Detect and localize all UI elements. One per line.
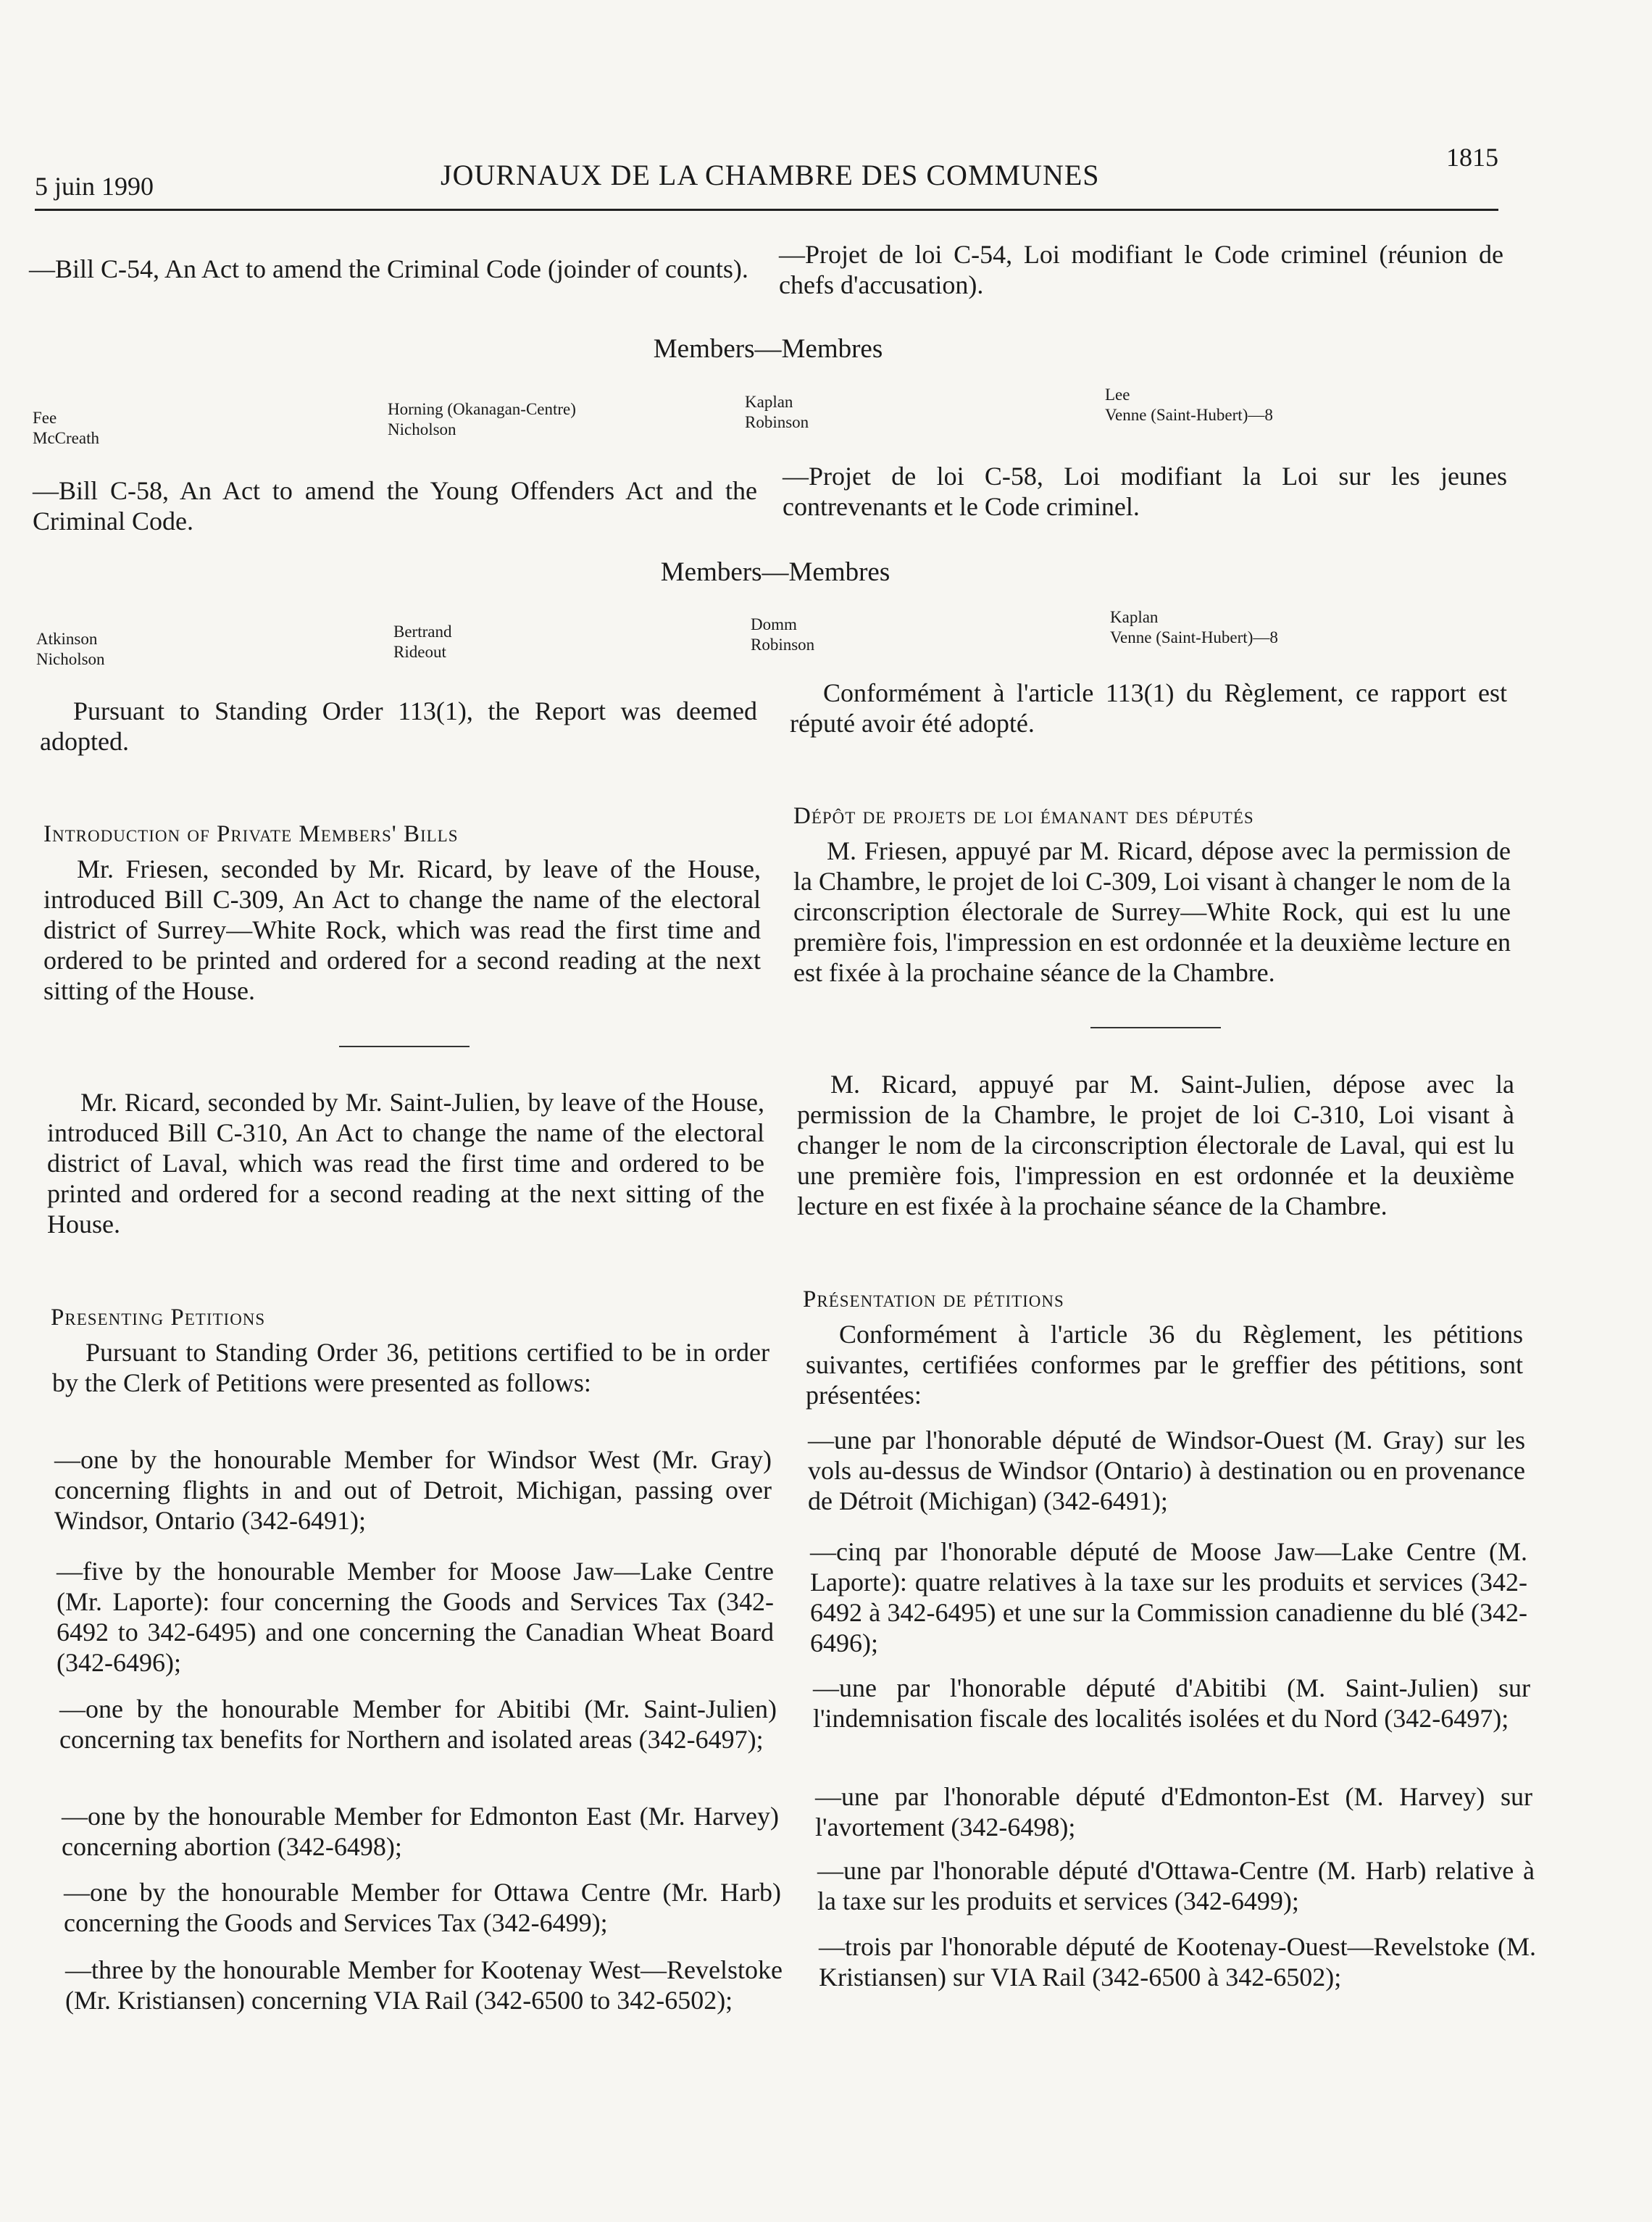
section-heading-petitions-fr: Présentation de pétitions — [803, 1286, 1064, 1312]
member-name: Robinson — [745, 413, 809, 431]
member-name: McCreath — [33, 429, 99, 447]
member-name: Kaplan — [1110, 608, 1159, 626]
member-column — [33, 408, 99, 449]
member-column — [1110, 607, 1278, 648]
members-heading: Members—Membres — [653, 334, 883, 364]
member-column — [388, 399, 576, 440]
member-name: Robinson — [751, 636, 815, 654]
petition-item-fr: —une par l'honorable député d'Ottawa-Centre (M. Harb) relative à la taxe sur les produits et services (342-6499); — [817, 1856, 1535, 1915]
bill-c309-fr: M. Friesen, appuyé par M. Ricard, dépose avec la permission de la Chambre, le projet de loi C-309, Loi visant à changer le nom de la circonscription électorale de Surrey—White Rock, qui est lu une première fois, l'impression en est ordonnée et la deuxième lecture en est fixée à la prochaine séance de la Chambre. — [793, 836, 1511, 987]
bill-c54-fr: —Projet de loi C-54, Loi modifiant le Code criminel (réunion de chefs d'accusation). — [779, 240, 1503, 299]
member-column — [751, 615, 814, 655]
section-divider — [1090, 1027, 1221, 1028]
petition-item-en: —one by the honourable Member for Ottawa Centre (Mr. Harb) concerning the Goods and Services Tax (342-6499); — [64, 1878, 781, 1937]
header-title: JOURNAUX DE LA CHAMBRE DES COMMUNES — [441, 159, 1100, 191]
petition-item-en: —three by the honourable Member for Kootenay West—Revelstoke (Mr. Kristiansen) concerning VIA Rail (342-6500 to 342-6502); — [65, 1955, 783, 2015]
member-name: Fee — [33, 409, 57, 427]
page-number: 1815 — [1446, 143, 1498, 172]
member-name: Atkinson — [36, 630, 98, 648]
member-name: Domm — [751, 615, 797, 633]
bill-c309-en: Mr. Friesen, seconded by Mr. Ricard, by leave of the House, introduced Bill C-309, An Act to change the name of the electoral district of Surrey—White Rock, which was read the first time and ordered to be printed and ordered for a second reading at the next sitting of the House. — [43, 854, 761, 1005]
member-column — [1105, 385, 1273, 425]
member-name: Nicholson — [388, 420, 456, 438]
section-heading-petitions: Presenting Petitions — [51, 1305, 266, 1331]
petitions-intro-fr: Conformément à l'article 36 du Règlement, les pétitions suivantes, certifiées conformes par le greffier des pétitions, sont présentées: — [806, 1320, 1523, 1410]
petition-item-fr: —une par l'honorable député d'Edmonton-Est (M. Harvey) sur l'avortement (342-6498); — [815, 1782, 1532, 1842]
petition-item-en: —one by the honourable Member for Abitibi (Mr. Saint-Julien) concerning tax benefits for Northern and isolated areas (342-6497); — [59, 1694, 777, 1754]
member-column — [745, 392, 809, 433]
member-name: Rideout — [393, 643, 446, 661]
bill-c54-en: —Bill C-54, An Act to amend the Criminal Code (joinder of counts). — [29, 254, 748, 283]
bill-c58-fr: —Projet de loi C-58, Loi modifiant la Loi sur les jeunes contrevenants et le Code criminel. — [783, 462, 1507, 521]
member-column — [393, 622, 451, 662]
section-heading-private-bills: Introduction of Private Members' Bills — [43, 821, 459, 847]
report-adopted-en: Pursuant to Standing Order 113(1), the Report was deemed adopted. — [40, 696, 757, 756]
members-heading: Members—Membres — [660, 557, 890, 587]
member-name: Horning (Okanagan-Centre) — [388, 400, 576, 418]
petition-item-fr: —une par l'honorable député de Windsor-Ouest (M. Gray) sur les vols au-dessus de Windsor (Ontario) à destination ou en provenance de Détroit (Michigan) (342-6491); — [808, 1426, 1525, 1515]
petitions-intro-en: Pursuant to Standing Order 36, petitions certified to be in order by the Clerk of Petitions were presented as follows: — [52, 1338, 769, 1397]
section-heading-private-bills-fr: Dépôt de projets de loi émanant des députés — [793, 803, 1254, 829]
bill-c310-en: Mr. Ricard, seconded by Mr. Saint-Julien, by leave of the House, introduced Bill C-310, An Act to change the name of the electoral district of Laval, which was read the first time and ordered to be printed and ordered for a second reading at the next sitting of the House. — [47, 1088, 764, 1239]
bill-c58-en: —Bill C-58, An Act to amend the Young Offenders Act and the Criminal Code. — [33, 476, 757, 536]
member-name: Bertrand — [393, 623, 452, 641]
petition-item-en: —five by the honourable Member for Moose Jaw—Lake Centre (Mr. Laporte): four concerning the Goods and Services Tax (342-6492 to 342-6495) and one concerning the Canadian Wheat Board (342-6496); — [57, 1557, 774, 1677]
petition-item-en: —one by the honourable Member for Windsor West (Mr. Gray) concerning flights in and out of Detroit, Michigan, passing over Windsor, Ontario (342-6491); — [54, 1445, 772, 1535]
petition-item-fr: —cinq par l'honorable député de Moose Jaw—Lake Centre (M. Laporte): quatre relatives à la taxe sur les produits et services (342-6492 à 342-6495) et une sur la Commission canadienne du blé (342-6496); — [810, 1537, 1527, 1657]
header-date: 5 juin 1990 — [35, 172, 154, 201]
member-name: Venne (Saint-Hubert)—8 — [1110, 628, 1278, 646]
member-column — [36, 629, 105, 670]
section-divider — [339, 1046, 470, 1047]
petition-item-fr: —trois par l'honorable député de Kootenay-Ouest—Revelstoke (M. Kristiansen) sur VIA Rail (342-6500 à 342-6502); — [819, 1932, 1536, 1992]
report-adopted-fr: Conformément à l'article 113(1) du Règlement, ce rapport est réputé avoir été adopté. — [790, 678, 1507, 738]
member-name: Lee — [1105, 386, 1130, 404]
bill-c310-fr: M. Ricard, appuyé par M. Saint-Julien, dépose avec la permission de la Chambre, le projet de loi C-310, Loi visant à changer le nom de la circonscription électorale de Laval, qui est lu une première fois, l'impression en est ordonnée et la deuxième lecture en est fixée à la prochaine séance de la Chambre. — [797, 1070, 1514, 1220]
header-rule — [35, 209, 1498, 211]
running-header — [35, 142, 1498, 200]
petition-item-fr: —une par l'honorable député d'Abitibi (M. Saint-Julien) sur l'indemnisation fiscale des localités isolées et du Nord (342-6497); — [813, 1673, 1530, 1733]
member-name: Nicholson — [36, 650, 105, 668]
petition-item-en: —one by the honourable Member for Edmonton East (Mr. Harvey) concerning abortion (342-6498); — [62, 1802, 779, 1861]
member-name: Kaplan — [745, 393, 793, 411]
member-name: Venne (Saint-Hubert)—8 — [1105, 406, 1273, 424]
